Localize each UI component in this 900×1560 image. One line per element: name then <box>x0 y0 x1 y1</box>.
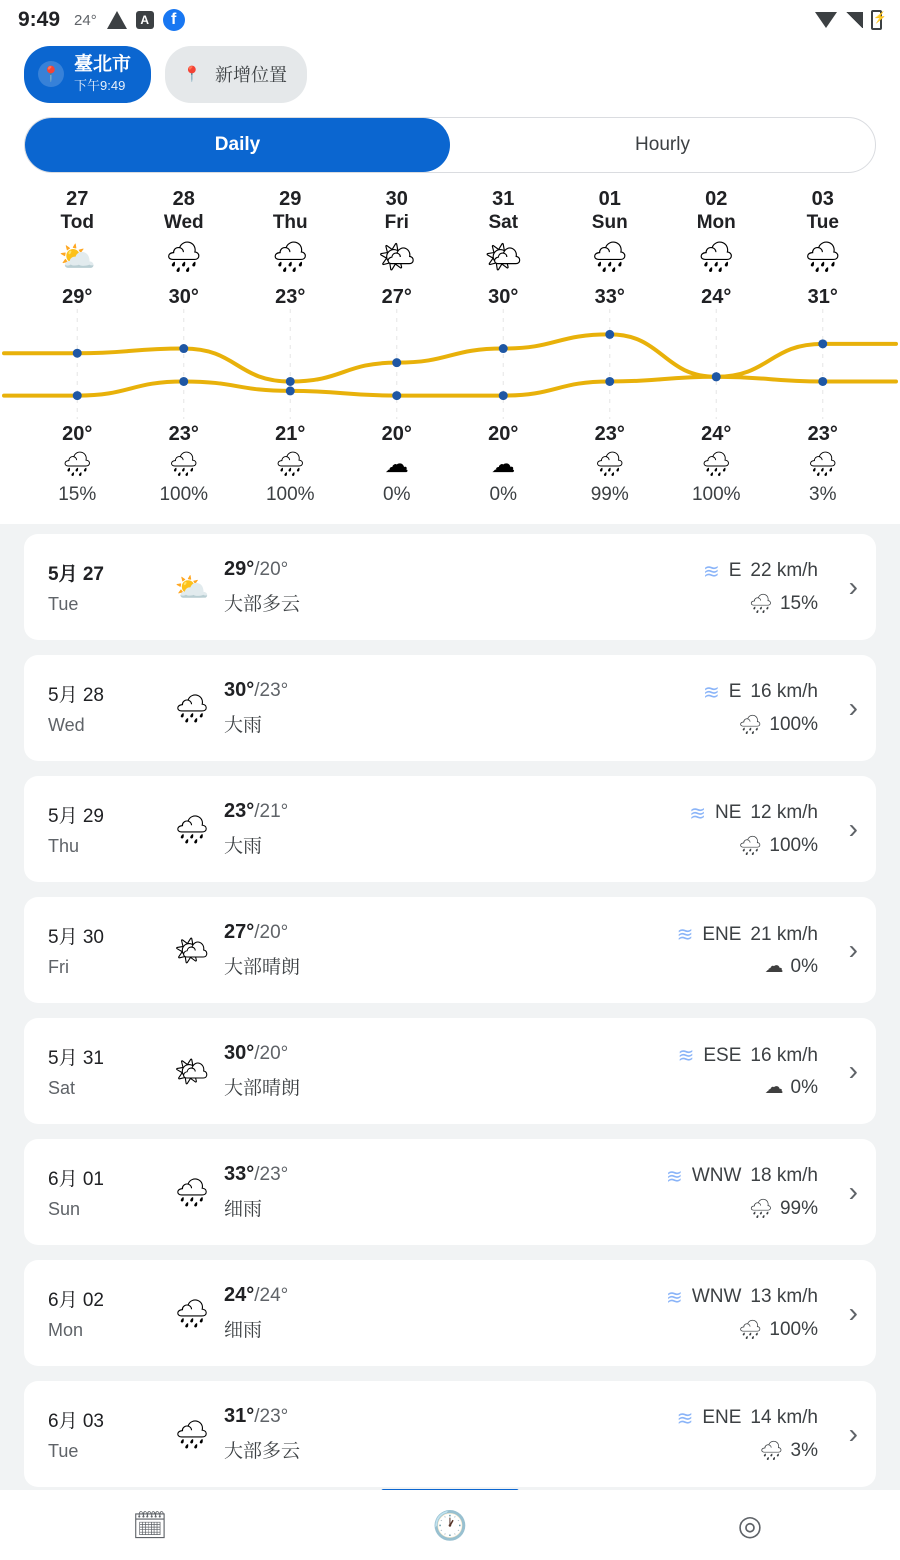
daily-cell <box>344 419 451 446</box>
daily-cell <box>663 235 770 280</box>
daily-low-temp: 20° <box>62 422 93 445</box>
list-item-wind-speed: 18 km/h <box>750 1165 818 1187</box>
list-item-wind-dir: ESE <box>703 1044 742 1066</box>
list-item-precip-value: 3% <box>790 1439 818 1461</box>
daily-weather-icon: 🌧 <box>590 240 629 274</box>
daily-low-temp: 23° <box>168 422 199 445</box>
daily-cell <box>131 235 238 280</box>
rain-drop-icon: 🌧 <box>738 835 763 857</box>
list-item-wind <box>666 1285 818 1310</box>
rain-icon: 🌧 <box>174 1176 210 1208</box>
daily-cell <box>131 212 238 235</box>
daily-precip-icon: 🌧 <box>701 450 732 478</box>
daily-low-temp: 20° <box>381 422 412 445</box>
chevron-right-icon[interactable]: › <box>848 692 858 724</box>
daily-weekday: Tod <box>60 211 94 233</box>
list-item-description: 大部晴朗 <box>224 957 301 979</box>
daily-high-temp: 31° <box>807 285 838 308</box>
daily-weekday: Fri <box>384 211 409 233</box>
list-item[interactable] <box>24 1260 876 1366</box>
daily-cell <box>237 419 344 446</box>
list-item[interactable] <box>24 1381 876 1487</box>
daily-precip-row <box>24 484 876 506</box>
list-item-metrics <box>666 1164 818 1221</box>
list-item-description: 细雨 <box>224 1199 263 1221</box>
daily-cell <box>770 235 877 280</box>
list-item-date: 6月 03 <box>48 1411 104 1433</box>
status-bar <box>0 0 900 40</box>
list-item-wind-speed: 22 km/h <box>750 560 818 582</box>
location-chip-row <box>0 40 900 117</box>
daily-precip-icon: 🌧 <box>275 450 306 478</box>
list-item-metrics <box>677 1406 818 1463</box>
daily-weekday: Tue <box>806 211 839 233</box>
daily-cell <box>770 419 877 446</box>
daily-precip-value: 100% <box>691 484 741 506</box>
daily-cell <box>663 187 770 212</box>
daily-cell <box>770 212 877 235</box>
daily-hourly-toggle[interactable] <box>24 117 876 173</box>
list-item-temps: 24°/24° <box>224 1284 289 1307</box>
list-item[interactable] <box>24 1139 876 1245</box>
daily-high-temp: 30° <box>488 285 519 308</box>
daily-cell <box>24 280 131 309</box>
rain-drop-icon: 🌧 <box>748 593 773 615</box>
list-item-main <box>224 1405 677 1463</box>
list-item-precip-value: 0% <box>790 1076 818 1098</box>
chevron-right-icon[interactable]: › <box>848 813 858 845</box>
cloud-grey-icon: ☁ <box>764 956 784 978</box>
list-item-metrics <box>666 1285 818 1342</box>
daily-cell <box>24 187 131 212</box>
list-item-precip-value: 100% <box>769 1318 818 1340</box>
list-item-wind-dir: E <box>728 681 742 703</box>
daily-cell <box>450 187 557 212</box>
daily-weekday: Sat <box>488 211 519 233</box>
list-item-wind <box>666 1164 818 1189</box>
partly-cloudy-icon: ⛅ <box>174 571 210 603</box>
daily-weekday: Wed <box>163 211 204 233</box>
rain-drop-icon: 🌧 <box>738 714 763 736</box>
list-item-weekday: Wed <box>48 715 85 736</box>
daily-cell <box>770 187 877 212</box>
list-item-weekday: Tue <box>48 1441 79 1462</box>
list-item-metrics <box>677 922 818 978</box>
list-item[interactable] <box>24 776 876 882</box>
list-item-date-block <box>48 559 160 615</box>
chevron-right-icon[interactable]: › <box>848 1176 858 1208</box>
bottom-nav[interactable] <box>0 1490 900 1560</box>
list-item-temps: 30°/20° <box>224 1042 289 1065</box>
rain-drop-icon: 🌧 <box>759 1440 784 1462</box>
daily-cell <box>450 235 557 280</box>
daily-weekday-row <box>24 212 876 235</box>
daily-high-temp: 30° <box>168 285 199 308</box>
list-item-date: 6月 02 <box>48 1290 104 1312</box>
list-item-wind <box>677 922 818 947</box>
nav-calendar[interactable]: 🗓 <box>132 1509 168 1541</box>
daily-cell <box>24 446 131 484</box>
list-item-wind <box>703 680 818 705</box>
daily-precip-icon-row <box>24 446 876 484</box>
daily-cell <box>557 419 664 446</box>
signal-icon <box>845 12 863 28</box>
daily-precip-value: 15% <box>58 484 97 506</box>
location-chip-time: 下午9:49 <box>74 77 126 93</box>
list-item-precip <box>666 1310 818 1342</box>
list-item-main <box>224 679 703 737</box>
daily-weather-icon: 🌤 <box>377 240 416 274</box>
daily-low-temp: 23° <box>594 422 625 445</box>
daily-cell <box>770 484 877 506</box>
daily-date: 28 <box>172 187 195 210</box>
daily-high-temp: 29° <box>62 285 93 308</box>
list-item-wind-speed: 12 km/h <box>750 802 818 824</box>
daily-weather-icon: 🌧 <box>164 240 203 274</box>
daily-forecast-list[interactable] <box>0 524 900 1463</box>
rain-icon: 🌧 <box>174 813 210 845</box>
daily-high-row <box>24 280 876 309</box>
daily-precip-icon: 🌧 <box>594 450 625 478</box>
daily-cell <box>344 446 451 484</box>
daily-cell <box>450 419 557 446</box>
sun-cloud-icon: 🌤 <box>174 1055 210 1087</box>
chevron-right-icon[interactable]: › <box>848 1418 858 1450</box>
daily-cell <box>770 446 877 484</box>
list-item-date-block <box>48 801 160 857</box>
daily-icon-row <box>24 235 876 280</box>
daily-precip-value: 0% <box>383 484 411 506</box>
list-item-description: 大部晴朗 <box>224 1078 301 1100</box>
warning-triangle-icon <box>107 11 127 29</box>
wind-icon: ≋ <box>666 1165 683 1188</box>
daily-precip-value: 100% <box>265 484 315 506</box>
daily-precip-value: 0% <box>489 484 517 506</box>
list-item-wind <box>678 1043 818 1068</box>
list-item-precip <box>677 1431 818 1463</box>
daily-date: 01 <box>598 187 621 210</box>
rain-icon: 🌧 <box>174 1418 210 1450</box>
list-item-main <box>224 1284 666 1342</box>
daily-cell <box>237 212 344 235</box>
daily-cell <box>24 419 131 446</box>
status-temp: 24° <box>74 11 97 29</box>
list-item-main <box>224 1163 666 1221</box>
list-item-main <box>224 1042 678 1100</box>
daily-precip-value: 3% <box>809 484 837 506</box>
daily-date-row <box>24 187 876 212</box>
forecast-overview-card <box>0 117 900 524</box>
daily-cell <box>237 235 344 280</box>
daily-cell <box>237 484 344 506</box>
daily-cell <box>237 187 344 212</box>
list-item-date-block <box>48 1164 160 1220</box>
daily-low-temp: 23° <box>807 422 838 445</box>
list-item-precip-value: 15% <box>779 592 818 614</box>
list-item-wind-speed: 21 km/h <box>750 923 818 945</box>
list-item-weekday: Thu <box>48 836 80 857</box>
daily-cell <box>131 446 238 484</box>
list-item-date: 5月 31 <box>48 1048 104 1070</box>
daily-strip <box>24 173 876 506</box>
list-item-wind-dir: WNW <box>691 1286 742 1308</box>
daily-cell <box>237 446 344 484</box>
list-item-metrics <box>678 1043 818 1099</box>
daily-cell <box>450 446 557 484</box>
wind-icon: ≋ <box>702 560 720 583</box>
list-item-wind-dir: E <box>728 560 742 582</box>
list-item-description: 大部多云 <box>224 594 301 616</box>
list-item[interactable] <box>24 534 876 640</box>
daily-cell <box>131 484 238 506</box>
daily-precip-value: 99% <box>590 484 629 506</box>
daily-date: 29 <box>279 187 302 210</box>
daily-high-temp: 27° <box>381 285 412 308</box>
list-item-date-block <box>48 922 160 978</box>
list-item-date-block <box>48 1285 160 1341</box>
facebook-icon: f <box>163 9 185 31</box>
wind-icon: ≋ <box>702 681 720 704</box>
list-item-precip <box>678 1068 818 1099</box>
list-item-precip <box>703 584 818 616</box>
daily-precip-icon: 🌧 <box>62 450 93 478</box>
list-item-temps: 27°/20° <box>224 921 289 944</box>
wind-icon: ≋ <box>676 1407 694 1430</box>
rain-drop-icon: 🌧 <box>748 1198 773 1220</box>
wind-icon: ≋ <box>677 1045 695 1068</box>
list-item-date-block <box>48 1043 160 1099</box>
list-item-wind-dir: WNW <box>691 1165 742 1187</box>
chevron-right-icon[interactable]: › <box>848 571 858 603</box>
list-item-description: 大部多云 <box>224 1441 301 1463</box>
list-item-metrics <box>689 801 818 858</box>
list-item-precip-value: 0% <box>790 955 818 977</box>
daily-cell <box>557 235 664 280</box>
list-item[interactable] <box>24 655 876 761</box>
list-item-wind-speed: 14 km/h <box>750 1407 818 1429</box>
list-item-weekday: Fri <box>48 957 69 978</box>
daily-date: 30 <box>385 187 408 210</box>
daily-weekday: Sun <box>591 211 628 233</box>
list-item-description: 细雨 <box>224 1320 263 1342</box>
list-item-main <box>224 800 689 858</box>
daily-low-temp: 21° <box>275 422 306 445</box>
daily-cell <box>557 212 664 235</box>
daily-cell <box>450 212 557 235</box>
temperature-graph <box>24 309 876 419</box>
daily-cell <box>24 212 131 235</box>
list-item-wind <box>677 1406 818 1431</box>
cloud-grey-icon: ☁ <box>764 1077 784 1099</box>
list-item-precip <box>689 826 818 858</box>
add-location-chip[interactable] <box>165 46 307 103</box>
list-item-precip <box>677 947 818 978</box>
daily-cell <box>557 280 664 309</box>
daily-precip-icon: 🌧 <box>807 450 838 478</box>
list-item-temps: 29°/20° <box>224 558 289 581</box>
list-item-wind-dir: ENE <box>702 923 742 945</box>
daily-precip-value: 100% <box>159 484 209 506</box>
daily-cell <box>450 280 557 309</box>
rain-drop-icon: 🌧 <box>738 1319 763 1341</box>
list-item-wind-speed: 13 km/h <box>750 1286 818 1308</box>
add-location-label: 新增位置 <box>215 65 288 86</box>
rain-icon: 🌧 <box>174 1297 210 1329</box>
chevron-right-icon[interactable]: › <box>848 1297 858 1329</box>
list-item-metrics <box>703 559 818 616</box>
daily-cell <box>24 484 131 506</box>
daily-high-temp: 23° <box>275 285 306 308</box>
daily-cell <box>450 484 557 506</box>
tab-daily[interactable]: Daily <box>25 118 450 172</box>
daily-cell <box>131 187 238 212</box>
daily-date: 03 <box>811 187 834 210</box>
daily-precip-icon: ☁ <box>384 450 409 478</box>
daily-cell <box>557 484 664 506</box>
daily-cell <box>237 280 344 309</box>
list-item-weekday: Mon <box>48 1320 84 1341</box>
chevron-right-icon[interactable]: › <box>848 934 858 966</box>
daily-cell <box>131 280 238 309</box>
daily-cell <box>557 187 664 212</box>
list-item-date: 6月 01 <box>48 1169 104 1191</box>
list-item-description: 大雨 <box>224 715 263 737</box>
list-item-description: 大雨 <box>224 836 263 858</box>
daily-weekday: Thu <box>272 211 308 233</box>
battery-charging-icon <box>871 10 882 30</box>
daily-low-temp: 20° <box>488 422 519 445</box>
daily-cell <box>557 446 664 484</box>
list-item-precip-value: 99% <box>779 1197 818 1219</box>
daily-cell <box>770 280 877 309</box>
wind-icon: ≋ <box>689 802 706 825</box>
list-item-date: 5月 27 <box>48 564 104 586</box>
list-item-date: 5月 28 <box>48 685 104 707</box>
daily-date: 27 <box>66 187 89 210</box>
nav-clock[interactable]: 🕐 <box>432 1509 468 1541</box>
daily-weather-icon: 🌧 <box>271 240 310 274</box>
list-item-date: 5月 30 <box>48 927 104 949</box>
list-item-date-block <box>48 680 160 736</box>
daily-cell <box>344 484 451 506</box>
list-item-precip <box>666 1189 818 1221</box>
daily-low-temp: 24° <box>701 422 732 445</box>
list-item-temps: 23°/21° <box>224 800 289 823</box>
list-item-weekday: Sat <box>48 1078 76 1099</box>
status-clock: 9:49 <box>18 8 61 31</box>
daily-cell <box>663 419 770 446</box>
daily-precip-icon: ☁ <box>491 450 516 478</box>
daily-date: 31 <box>492 187 515 210</box>
daily-weather-icon: ⛅ <box>58 240 96 274</box>
location-pin-icon: 📍 <box>182 66 202 84</box>
wifi-icon <box>815 12 837 28</box>
daily-cell <box>131 419 238 446</box>
wind-icon: ≋ <box>676 924 694 947</box>
daily-cell <box>663 484 770 506</box>
chevron-right-icon[interactable]: › <box>848 1055 858 1087</box>
list-item[interactable] <box>24 897 876 1003</box>
daily-cell <box>663 212 770 235</box>
daily-weather-icon: 🌤 <box>484 240 523 274</box>
list-item-weekday: Sun <box>48 1199 81 1220</box>
list-item-temps: 31°/23° <box>224 1405 289 1428</box>
list-item-wind <box>689 801 818 826</box>
daily-low-row <box>24 419 876 446</box>
list-item-wind-dir: ENE <box>702 1407 742 1429</box>
daily-weather-icon: 🌧 <box>697 240 736 274</box>
daily-cell <box>344 235 451 280</box>
list-item-temps: 30°/23° <box>224 679 289 702</box>
daily-cell <box>344 187 451 212</box>
list-item-wind <box>703 559 818 584</box>
list-item[interactable] <box>24 1018 876 1124</box>
daily-weekday: Mon <box>696 211 736 233</box>
list-item-temps: 33°/23° <box>224 1163 289 1186</box>
location-pin-icon: 📍 <box>38 61 64 87</box>
list-item-wind-dir: NE <box>715 802 742 824</box>
list-item-precip-value: 100% <box>769 713 818 735</box>
list-item-precip <box>703 705 818 737</box>
daily-cell <box>24 235 131 280</box>
list-item-wind-speed: 16 km/h <box>750 681 818 703</box>
daily-precip-icon: 🌧 <box>168 450 199 478</box>
rain-icon: 🌧 <box>174 692 210 724</box>
list-item-main <box>224 558 703 616</box>
list-item-metrics <box>703 680 818 737</box>
daily-cell <box>663 280 770 309</box>
list-item-wind-speed: 16 km/h <box>750 1044 818 1066</box>
daily-high-temp: 33° <box>594 285 625 308</box>
list-item-main <box>224 921 677 979</box>
sun-cloud-icon: 🌤 <box>174 934 210 966</box>
daily-cell <box>663 446 770 484</box>
location-chip-title: 臺北市 <box>74 54 132 75</box>
location-chip-taipei[interactable] <box>24 46 151 103</box>
wind-icon: ≋ <box>666 1286 683 1309</box>
app-square-icon: A <box>136 11 154 29</box>
daily-high-temp: 24° <box>701 285 732 308</box>
daily-cell <box>344 280 451 309</box>
daily-cell <box>344 212 451 235</box>
daily-weather-icon: 🌧 <box>803 240 842 274</box>
tab-hourly[interactable]: Hourly <box>635 133 690 155</box>
list-item-precip-value: 100% <box>769 834 818 856</box>
daily-date: 02 <box>705 187 728 210</box>
list-item-date: 5月 29 <box>48 806 104 828</box>
list-item-weekday: Tue <box>48 594 79 615</box>
list-item-date-block <box>48 1406 160 1462</box>
nav-radar[interactable]: ◎ <box>737 1509 763 1541</box>
